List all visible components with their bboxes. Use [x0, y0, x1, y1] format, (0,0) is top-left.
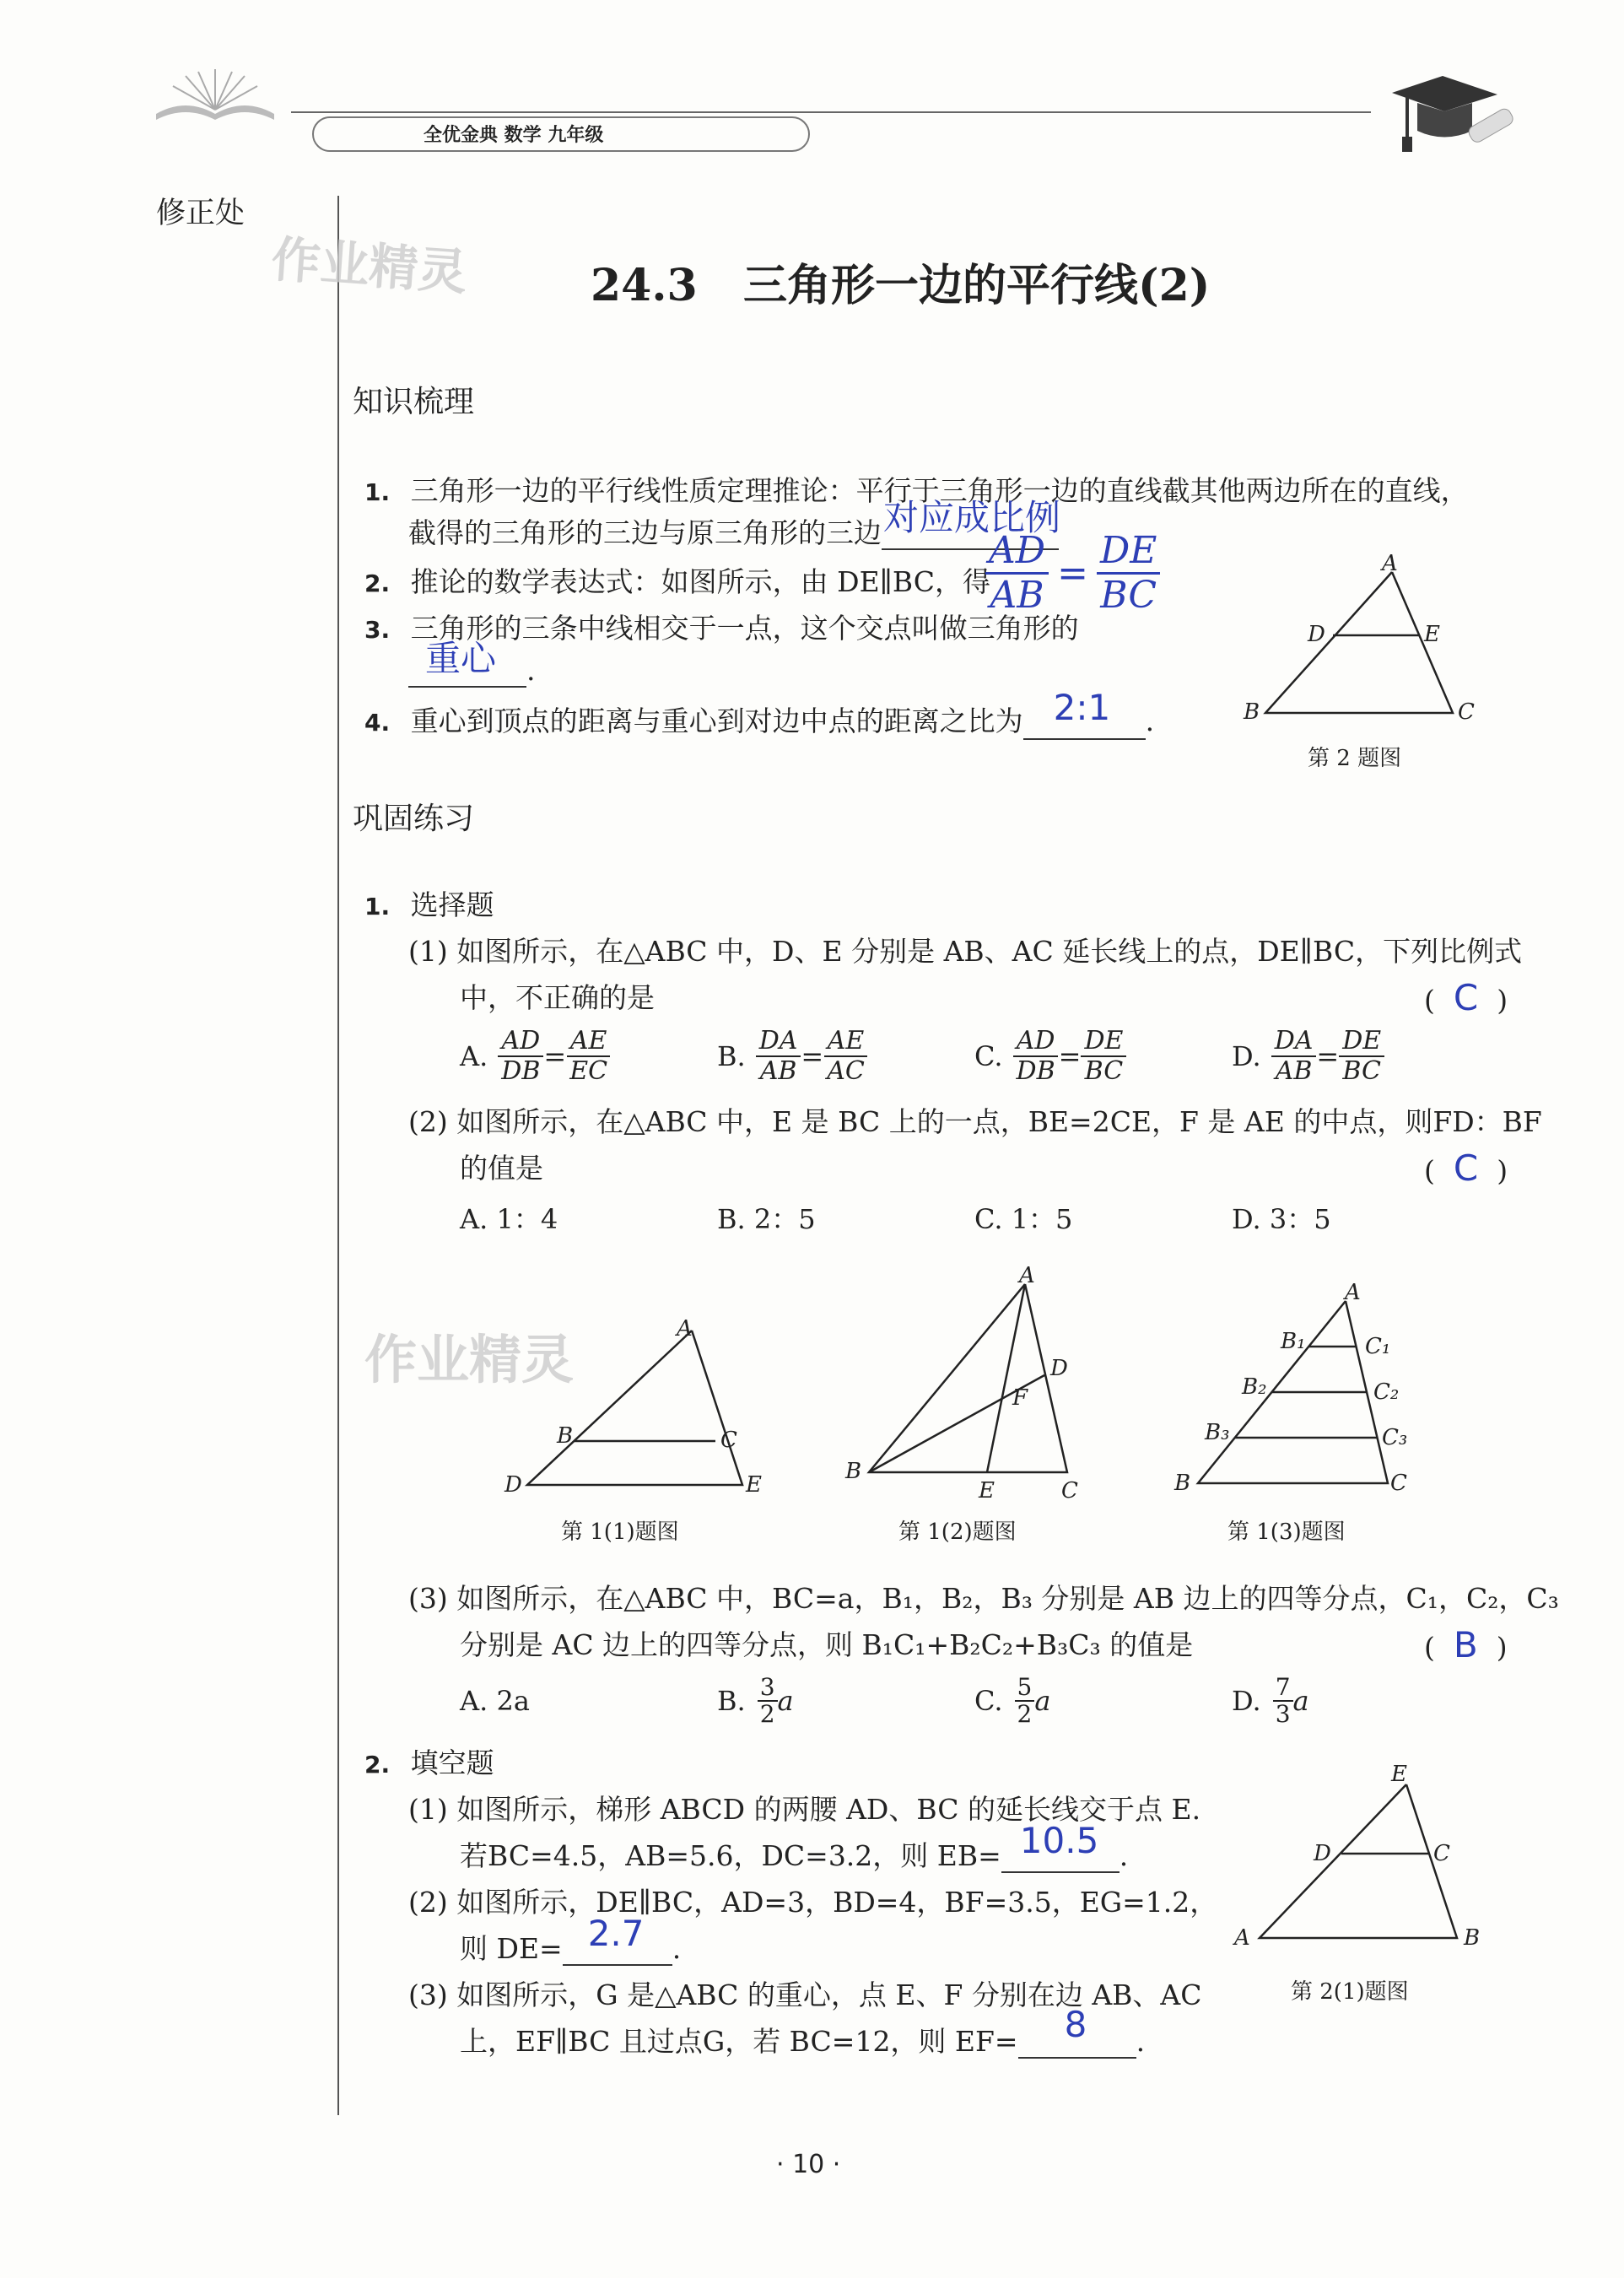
q1-2-options: [460, 1198, 1514, 1237]
figure-1-1-caption: 第 1(1)题图: [561, 1520, 679, 1545]
item-number: 4.: [364, 709, 391, 737]
watermark: 作业精灵: [269, 229, 469, 301]
k4: 4. 重心到顶点的距离与重心到对边中点的距离之比为 2:1 .: [364, 704, 1154, 740]
item-number: 2.: [364, 570, 391, 597]
q1-2-answer: C: [1453, 1147, 1479, 1189]
fig-label: A: [1019, 1266, 1035, 1288]
header-rule: [291, 111, 1371, 113]
q1-3-options: [460, 1675, 1514, 1727]
option-a[interactable]: A. 2a: [460, 1685, 530, 1717]
q1-2-line2: 的值是: [460, 1152, 543, 1185]
k1-answer: 对应成比例: [883, 497, 1061, 538]
fig-label: B₃: [1205, 1420, 1230, 1445]
option-d[interactable]: D. 7 3 a: [1232, 1673, 1309, 1728]
q2-1-answer-blank: [1001, 1820, 1120, 1873]
option-b[interactable]: B. $\frac{DA}{AB}$ = $\frac{AE}{AC}$: [717, 1027, 974, 1086]
q2-3-line1: (3) 如图所示，G 是△ABC 的重心，点 E、F 分别在边 AB、AC: [408, 1978, 1202, 2011]
figure-1-3: [1164, 1282, 1426, 1498]
q1-3-line2: 分别是 AC 边上的四等分点，则 B₁C₁+B₂C₂+B₃C₃ 的值是: [460, 1628, 1194, 1661]
option-a[interactable]: A. $\frac{AD}{DB}$ = $\frac{AE}{EC}$: [460, 1027, 717, 1086]
watermark: 作业精灵: [364, 1329, 575, 1390]
fig-label: B: [845, 1459, 862, 1484]
fig-label: B: [1244, 699, 1260, 725]
fig-label: B: [1174, 1471, 1191, 1496]
figure-k2-triangle: [1232, 548, 1485, 734]
item-number: 3.: [364, 616, 391, 644]
k4-answer: 2:1: [1053, 687, 1111, 728]
fig-label: C₂: [1373, 1379, 1400, 1405]
k4-text: 重心到顶点的距离与重心到对边中点的距离之比为: [410, 704, 1023, 737]
q1-2-line1: (2) 如图所示，在△ABC 中，E 是 BC 上的一点，BE=2CE，F 是 AE 的中点，则FD：BF: [408, 1105, 1542, 1138]
fig-label: C₁: [1365, 1334, 1391, 1359]
section-title: 24.3 三角形一边的平行线(2): [591, 260, 1211, 311]
practice-heading: 巩固练习: [353, 802, 475, 836]
q1-title: 1. 选择题: [364, 888, 494, 921]
fig-label: B₁: [1281, 1329, 1306, 1354]
fig-label: E: [746, 1472, 762, 1498]
q1-3-line1: (3) 如图所示，在△ABC 中，BC=a，B₁，B₂，B₃ 分别是 AB 边上的四等分点，C₁，C₂，C₃: [408, 1582, 1559, 1615]
figure-1-1: [498, 1312, 768, 1498]
option-c[interactable]: C. $\frac{AD}{DB}$ = $\frac{DE}{BC}$: [974, 1027, 1232, 1086]
q1-1-line1: (1) 如图所示，在△ABC 中，D、E 分别是 AB、AC 延长线上的点，DE∥BC，下列比例式: [408, 935, 1523, 968]
q2-3-line2-row: 上，EF∥BC 且过点G，若 BC=12，则 EF= 8 .: [460, 2004, 1146, 2058]
figure-2-1-caption: 第 2(1)题图: [1291, 1979, 1409, 2005]
q1-1-answer: C: [1453, 977, 1479, 1018]
q2-3-answer-blank: [1018, 2004, 1136, 2059]
q2-2-line1: (2) 如图所示，DE∥BC，AD=3，BD=4，BF=3.5，EG=1.2，: [408, 1886, 1218, 1919]
q1-2-answer-paren: ( C ): [1424, 1147, 1508, 1189]
option-c[interactable]: C. 1：5: [974, 1203, 1073, 1235]
page-number: · 10 ·: [776, 2150, 841, 2179]
q2-2-line2-row: 则 DE= 2.7 .: [460, 1913, 682, 1965]
k2-answer-frac1: $\frac{AD}{AB}$: [985, 530, 1049, 617]
option-b[interactable]: B. 2：5: [717, 1203, 816, 1235]
q1-1-options: [460, 1027, 1514, 1086]
q2-3-answer: 8: [1064, 2004, 1087, 2045]
graduation-cap-icon: [1384, 59, 1519, 160]
item-number: 1.: [364, 478, 391, 506]
fig-label: C₃: [1382, 1425, 1408, 1450]
item-number: 2.: [364, 1751, 391, 1779]
option-b[interactable]: B. 3 2 a: [717, 1673, 794, 1728]
k4-answer-blank: [1023, 687, 1146, 740]
fig-label: C: [1061, 1478, 1078, 1502]
fig-label: E: [1424, 622, 1440, 647]
fig-label: C: [1433, 1841, 1450, 1866]
k2-answer-frac2: $\frac{DE}{BC}$: [1097, 530, 1160, 617]
figure-1-2-caption: 第 1(2)题图: [898, 1520, 1017, 1545]
k3-line1: 三角形的三条中线相交于一点，这个交点叫做三角形的: [410, 612, 1079, 645]
q2-2-answer-blank: [563, 1913, 672, 1966]
knowledge-heading: 知识梳理: [353, 385, 475, 419]
fig-label: C: [720, 1428, 737, 1453]
q2-1-line1: (1) 如图所示，梯形 ABCD 的两腰 AD、BC 的延长线交于点 E.: [408, 1793, 1201, 1826]
k2-answer-eq: =: [1057, 552, 1088, 595]
figure-k2-caption: 第 2 题图: [1308, 746, 1402, 771]
open-book-icon: [152, 67, 278, 127]
option-a[interactable]: A. 1：4: [460, 1203, 558, 1235]
book-decoration: [152, 67, 278, 127]
q2-1-answer: 10.5: [1019, 1820, 1099, 1861]
fig-label: A: [1382, 551, 1398, 576]
k3-answer: 重心: [425, 638, 497, 679]
q2-title: 2. 填空题: [364, 1746, 494, 1779]
fig-label: B: [557, 1423, 574, 1449]
fig-label: D: [1308, 622, 1325, 647]
figure-1-3-caption: 第 1(3)题图: [1227, 1520, 1346, 1545]
fig-label: E: [1391, 1762, 1407, 1787]
k2: [364, 565, 990, 601]
fig-label: C: [1390, 1471, 1407, 1496]
k3-answer-row: 重心 .: [408, 654, 536, 688]
header-book-title: 全优金典 数学 九年级: [312, 116, 810, 152]
q1-1-line2: 中，不正确的是: [460, 981, 655, 1014]
fig-label: E: [979, 1478, 995, 1502]
k2-answer: [985, 530, 1160, 617]
margin-rule: [337, 196, 339, 2115]
q2-1-line2-row: 若BC=4.5，AB=5.6，DC=3.2，则 EB= 10.5 .: [460, 1820, 1129, 1872]
k2-text: 推论的数学表达式：如图所示，由 DE∥BC，得: [410, 565, 991, 598]
fig-label: A: [677, 1316, 693, 1341]
k1-line2: 截得的三角形的三边与原三角形的三边: [408, 516, 882, 549]
option-d[interactable]: D. 3：5: [1232, 1203, 1331, 1235]
fig-label: B: [1464, 1925, 1481, 1951]
fig-label: A: [1234, 1925, 1250, 1951]
fig-label: D: [1314, 1841, 1331, 1866]
fig-label: D: [504, 1472, 522, 1498]
fig-label: A: [1345, 1282, 1361, 1305]
fig-label: B₂: [1242, 1374, 1267, 1400]
q1-3-answer-paren: ( B ): [1424, 1624, 1508, 1665]
item-number: 1.: [364, 893, 391, 920]
figure-2-1: [1219, 1759, 1497, 1962]
k1-line1: 三角形一边的平行线性质定理推论：平行于三角形一边的直线截其他两边所在的直线，: [410, 474, 1469, 507]
option-d[interactable]: D. $\frac{DA}{AB}$ = $\frac{DE}{BC}$: [1232, 1027, 1489, 1086]
k1-line2-row: [408, 497, 1061, 550]
fig-label: C: [1458, 699, 1475, 725]
figure-1-2: [835, 1266, 1097, 1502]
q2-2-answer: 2.7: [587, 1913, 645, 1954]
q1-3-answer: B: [1453, 1624, 1478, 1665]
fig-label: F: [1012, 1385, 1028, 1411]
fig-label: D: [1050, 1356, 1068, 1381]
option-c[interactable]: C. 5 2 a: [974, 1673, 1051, 1728]
k3-answer-blank: [408, 638, 526, 688]
margin-label: 修正处: [156, 197, 245, 230]
q1-1-answer-paren: ( C ): [1424, 977, 1508, 1018]
